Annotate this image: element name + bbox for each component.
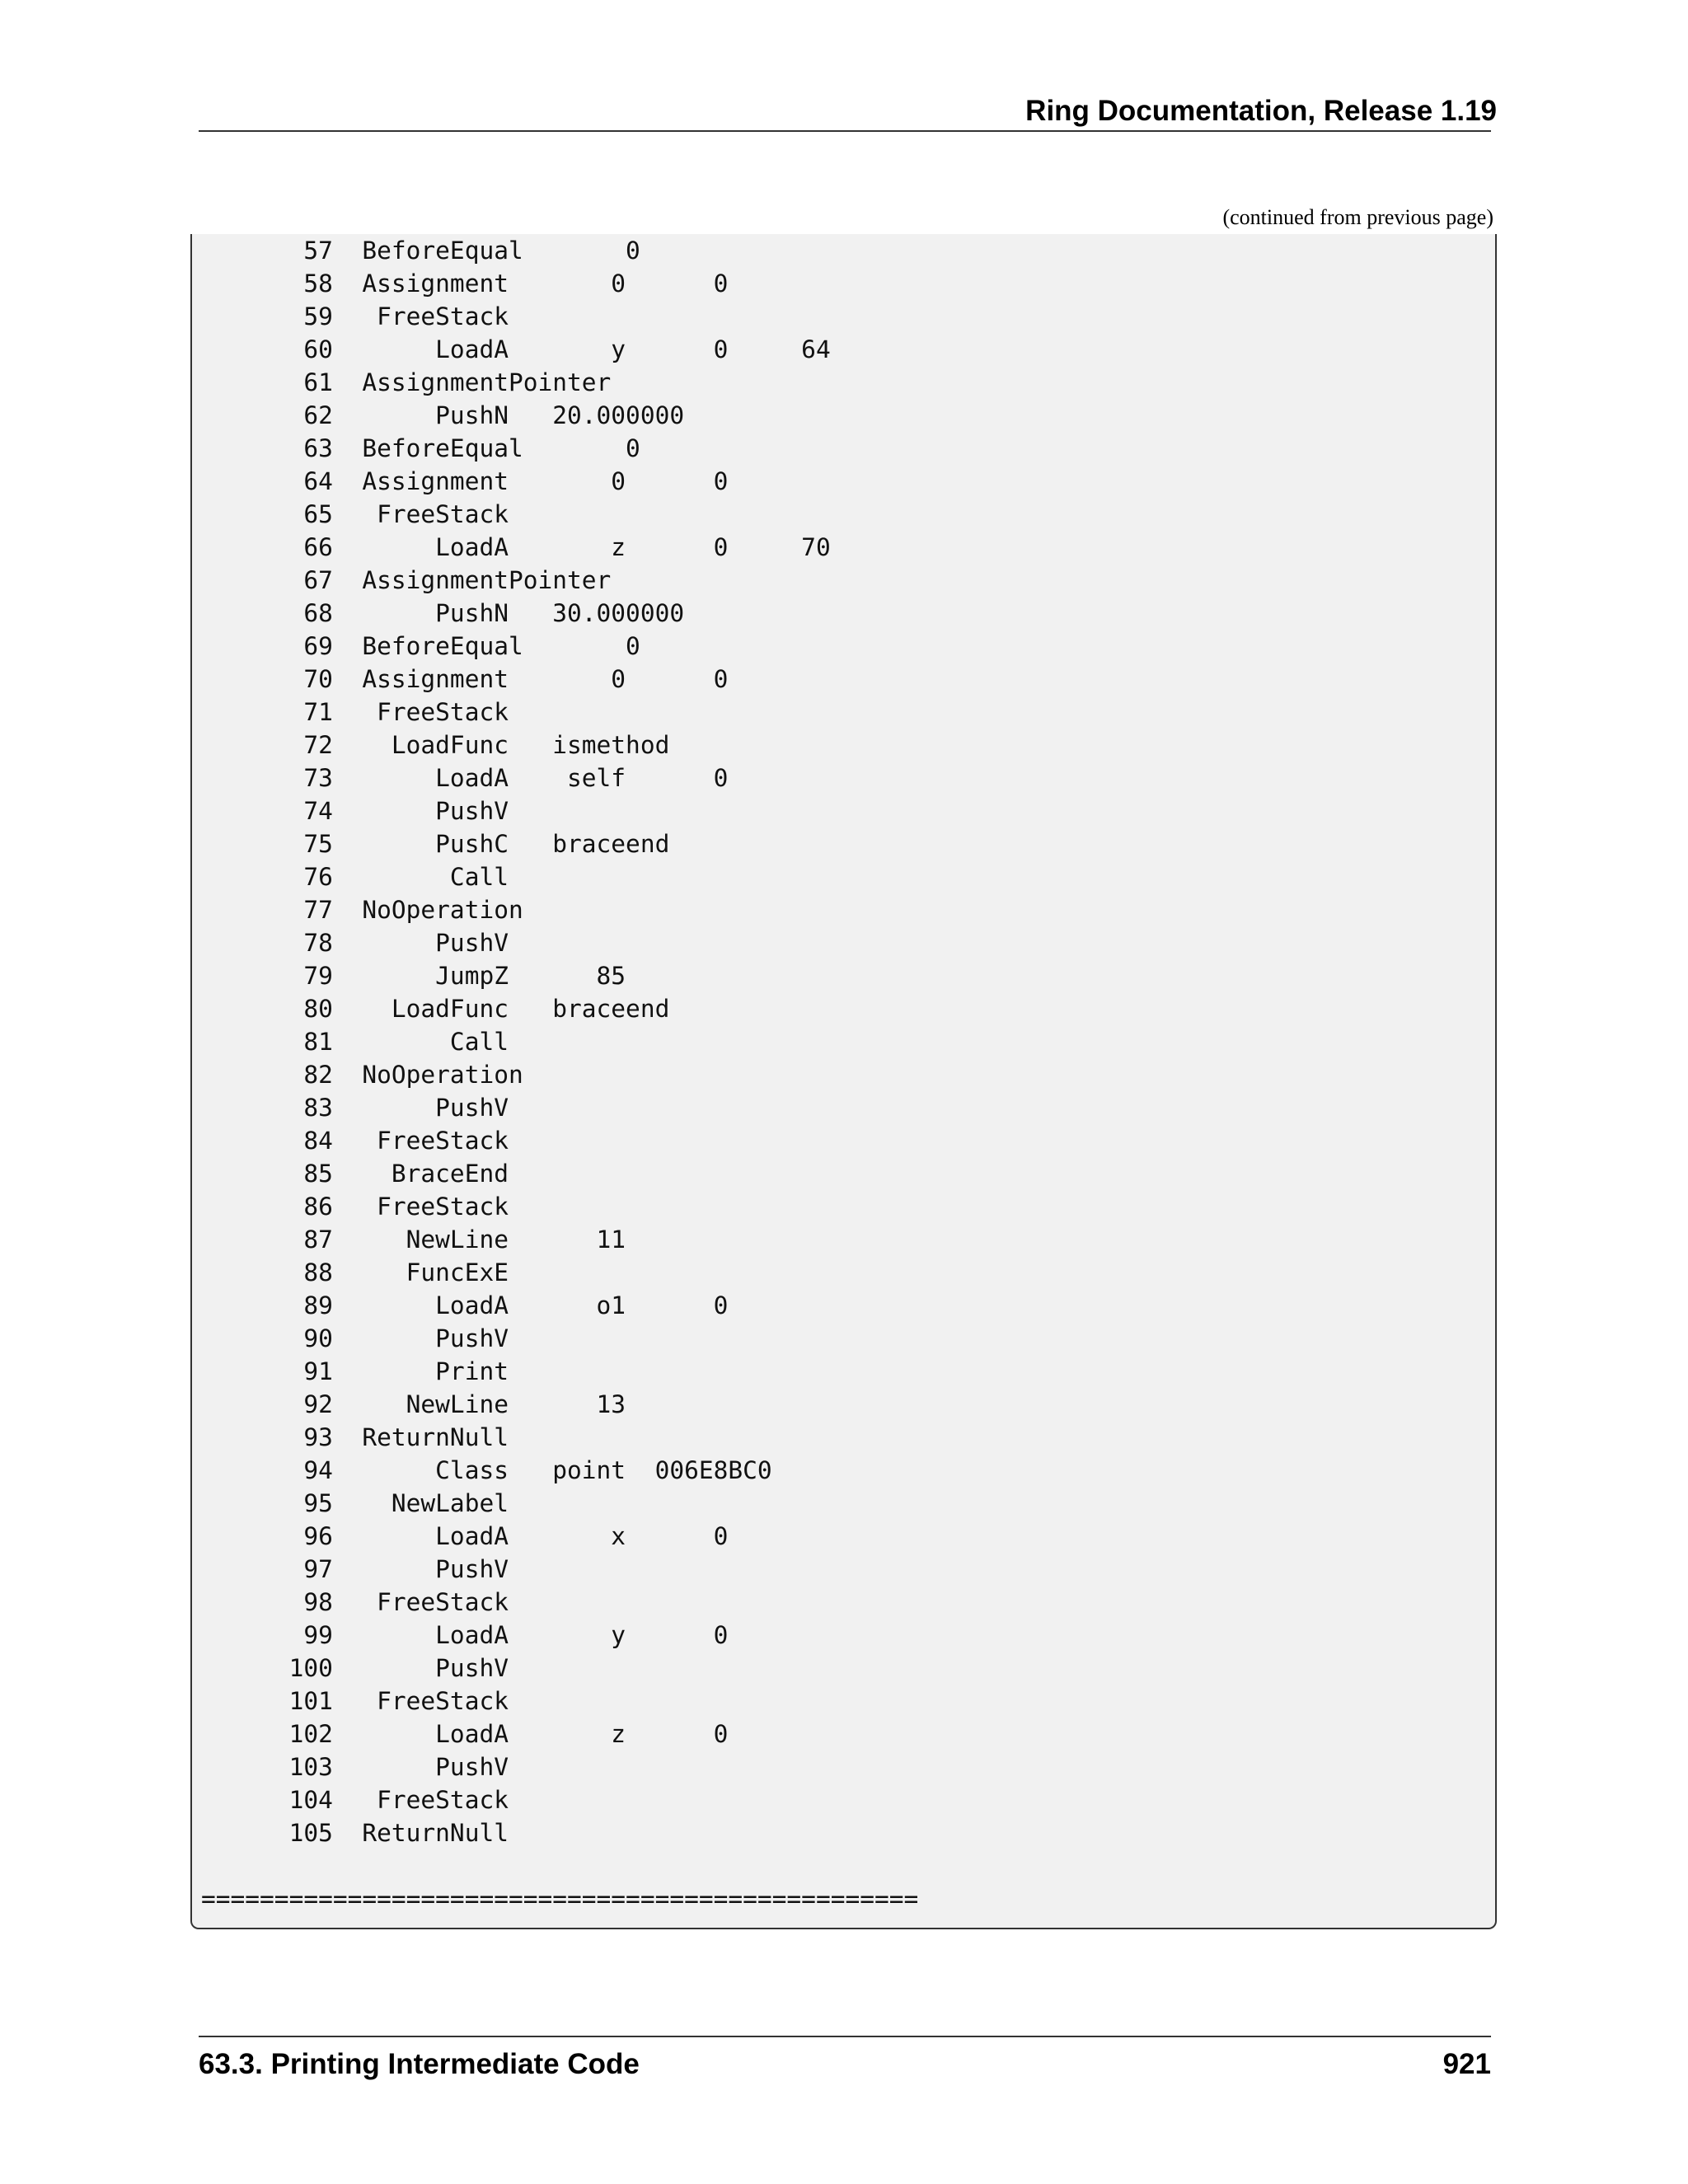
code-line: 88 FuncExE (201, 1258, 509, 1286)
code-line: ================================================= (201, 1885, 919, 1913)
footer-section-title: 63.3. Printing Intermediate Code (199, 2048, 640, 2080)
code-line: 57 BeforeEqual 0 (201, 237, 640, 265)
code-line: 72 LoadFunc ismethod (201, 731, 670, 759)
code-line: 70 Assignment 0 0 (201, 665, 729, 693)
code-line: 90 PushV (201, 1324, 509, 1352)
code-line: 89 LoadA o1 0 (201, 1291, 729, 1319)
page-number: 921 (1442, 2048, 1491, 2080)
code-line: 96 LoadA x 0 (201, 1522, 729, 1550)
code-line: 81 Call (201, 1028, 509, 1056)
code-line: 85 BraceEnd (201, 1160, 509, 1188)
code-line: 86 FreeStack (201, 1193, 509, 1221)
code-line: 92 NewLine 13 (201, 1390, 626, 1418)
code-line: 64 Assignment 0 0 (201, 467, 729, 495)
code-line: 74 PushV (201, 797, 509, 825)
code-line: 80 LoadFunc braceend (201, 995, 670, 1023)
code-line: 102 LoadA z 0 (201, 1720, 729, 1748)
code-listing (201, 234, 918, 1915)
code-line: 77 NoOperation (201, 896, 523, 924)
header-divider (199, 130, 1491, 132)
code-line: 68 PushN 30.000000 (201, 599, 685, 627)
code-line: 99 LoadA y 0 (201, 1621, 729, 1649)
code-line: 61 AssignmentPointer (201, 368, 612, 396)
code-line (201, 1849, 918, 1882)
code-line: 69 BeforeEqual 0 (201, 632, 640, 660)
code-line: 95 NewLabel (201, 1489, 509, 1517)
code-line: 87 NewLine 11 (201, 1226, 626, 1254)
code-line: 84 FreeStack (201, 1127, 509, 1155)
code-line: 93 ReturnNull (201, 1423, 509, 1451)
code-line: 60 LoadA y 0 64 (201, 335, 831, 363)
code-line: 103 PushV (201, 1753, 509, 1781)
code-line: 104 FreeStack (201, 1786, 509, 1814)
code-line: 82 NoOperation (201, 1061, 523, 1089)
running-header-title: Ring Documentation, Release 1.19 (1025, 95, 1497, 127)
code-line: 59 FreeStack (201, 302, 509, 330)
code-block (190, 234, 1497, 1929)
code-line: 73 LoadA self 0 (201, 764, 729, 792)
code-line: 98 FreeStack (201, 1588, 509, 1616)
code-line: 101 FreeStack (201, 1687, 509, 1715)
code-line: 58 Assignment 0 0 (201, 269, 729, 298)
code-line: 100 PushV (201, 1654, 509, 1682)
code-line: 94 Class point 006E8BC0 (201, 1456, 772, 1484)
code-line: 97 PushV (201, 1555, 509, 1583)
continued-note: (continued from previous page) (1222, 205, 1493, 229)
code-line: 83 PushV (201, 1094, 509, 1122)
code-line: 63 BeforeEqual 0 (201, 434, 640, 462)
code-line: 78 PushV (201, 929, 509, 957)
code-line: 62 PushN 20.000000 (201, 401, 685, 429)
code-line: 65 FreeStack (201, 500, 509, 528)
code-line: 66 LoadA z 0 70 (201, 533, 831, 561)
footer-divider (199, 2036, 1491, 2037)
code-line: 79 JumpZ 85 (201, 962, 626, 990)
code-line: 67 AssignmentPointer (201, 566, 612, 594)
code-line: 105 ReturnNull (201, 1819, 509, 1847)
code-line: 76 Call (201, 863, 509, 891)
code-line: 71 FreeStack (201, 698, 509, 726)
code-line: 75 PushC braceend (201, 830, 670, 858)
code-line: 91 Print (201, 1357, 509, 1385)
